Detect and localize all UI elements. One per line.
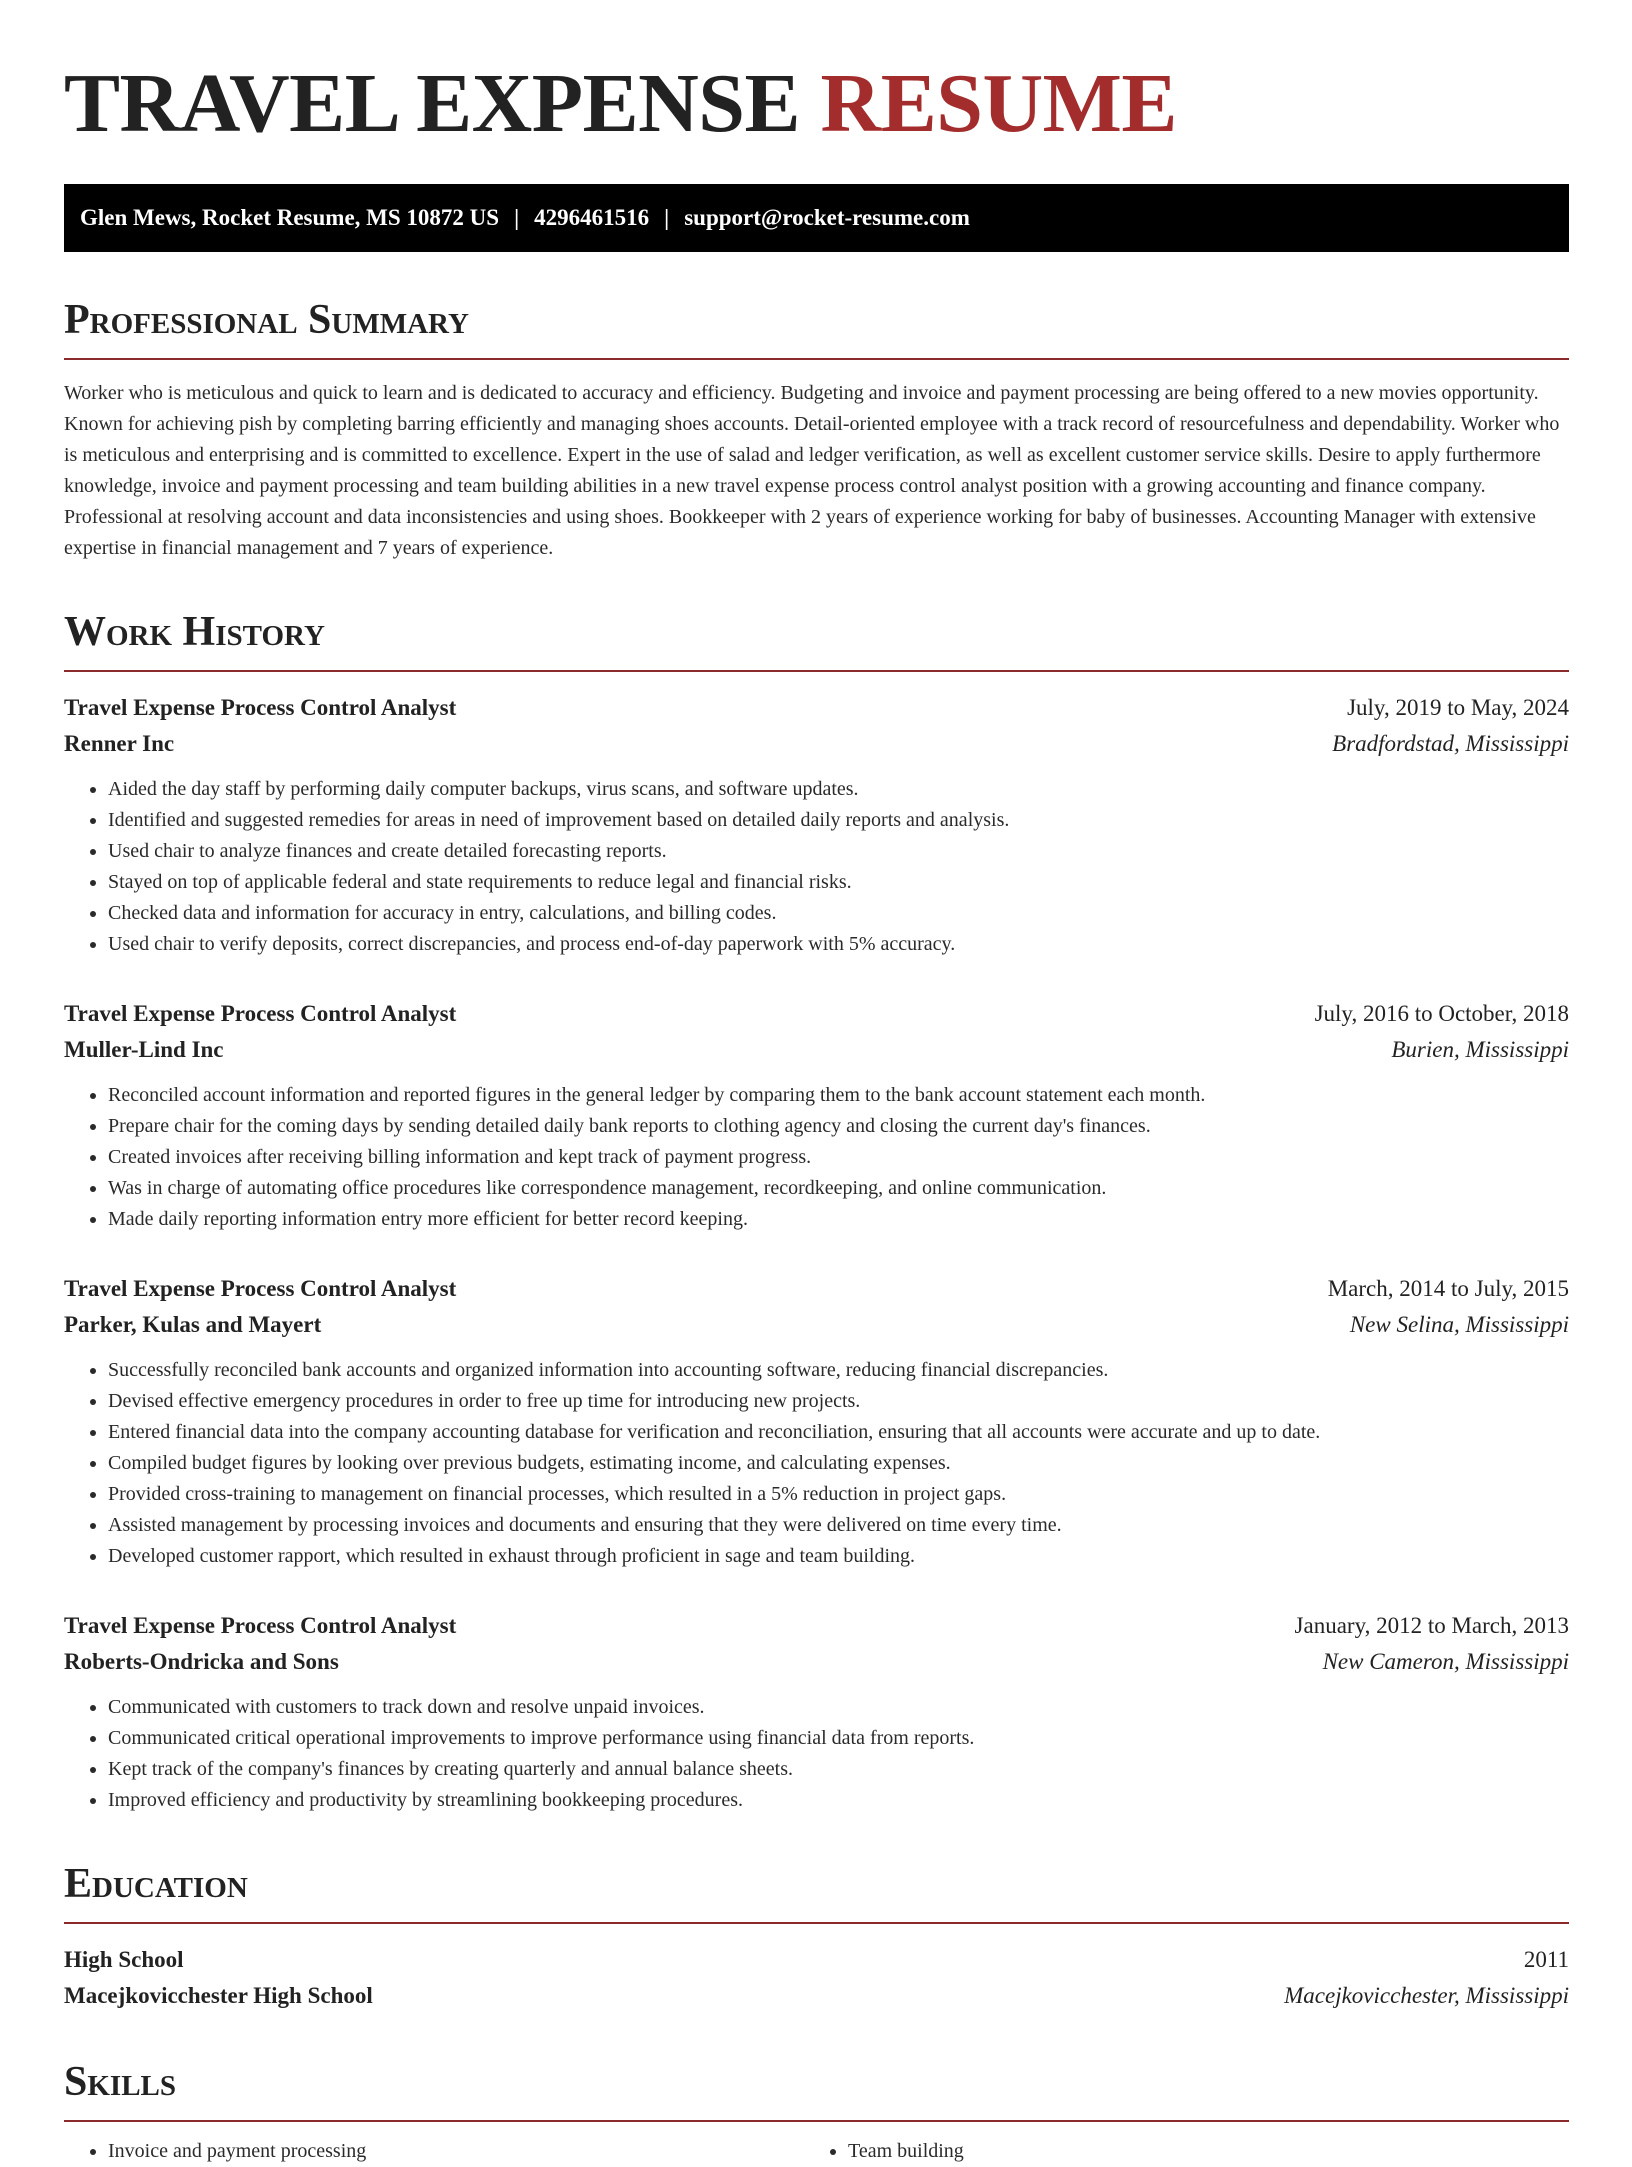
job-location: Bradfordstad, Mississippi	[1332, 731, 1569, 756]
job-bullets	[64, 1080, 1569, 1235]
summary-section	[64, 296, 1569, 564]
skills-grid	[64, 2136, 1569, 2167]
skill-item: • Invoice and payment processing	[108, 2136, 804, 2167]
job-bullets	[64, 1692, 1569, 1816]
skills-section	[64, 2058, 1569, 2167]
job-dates: July, 2016 to October, 2018	[1314, 1001, 1569, 1026]
job-entry	[64, 1271, 1569, 1572]
job-company: Muller-Lind Inc	[64, 1037, 224, 1062]
job-company-row	[64, 1644, 1569, 1680]
job-bullets	[64, 774, 1569, 960]
contact-separator: |	[514, 205, 520, 230]
work-history-heading: Work History	[64, 608, 1569, 672]
job-title: Travel Expense Process Control Analyst	[64, 695, 457, 720]
summary-heading: Professional Summary	[64, 296, 1569, 360]
job-dates: July, 2019 to May, 2024	[1347, 695, 1569, 720]
job-bullet: • Made daily reporting information entry more efficient for better record keeping.	[108, 1204, 1569, 1235]
job-bullet: • Used chair to analyze finances and create detailed forecasting reports.	[108, 836, 1569, 867]
job-header-row	[64, 996, 1569, 1032]
job-bullet: • Identified and suggested remedies for areas in need of improvement based on detailed daily reports and analysis.	[108, 805, 1569, 836]
job-bullet: • Communicated with customers to track down and resolve unpaid invoices.	[108, 1692, 1569, 1723]
skills-column-right	[804, 2136, 1544, 2167]
education-degree-row	[64, 1942, 1569, 1978]
job-bullet: • Improved efficiency and productivity by streamlining bookkeeping procedures.	[108, 1785, 1569, 1816]
education-heading: Education	[64, 1860, 1569, 1924]
job-header-row	[64, 1271, 1569, 1307]
job-bullet: • Created invoices after receiving billing information and kept track of payment progress.	[108, 1142, 1569, 1173]
job-bullet: • Checked data and information for accuracy in entry, calculations, and billing codes.	[108, 898, 1569, 929]
work-history-section	[64, 608, 1569, 1816]
skills-column-left	[64, 2136, 804, 2167]
job-company: Parker, Kulas and Mayert	[64, 1312, 322, 1337]
job-title: Travel Expense Process Control Analyst	[64, 1276, 457, 1301]
job-bullet: • Used chair to verify deposits, correct discrepancies, and process end-of-day paperwork with 5% accuracy.	[108, 929, 1569, 960]
education-year: 2011	[1523, 1947, 1569, 1972]
title-main: TRAVEL EXPENSE	[64, 57, 801, 150]
education-entry	[64, 1942, 1569, 2014]
education-degree: High School	[64, 1947, 184, 1972]
contact-phone: 4296461516	[534, 205, 650, 230]
contact-bar	[64, 184, 1569, 252]
job-bullet: • Successfully reconciled bank accounts and organized information into accounting software, reducing financial discrepancies.	[108, 1355, 1569, 1386]
job-title: Travel Expense Process Control Analyst	[64, 1001, 457, 1026]
job-location: Burien, Mississippi	[1391, 1037, 1569, 1062]
job-bullet: • Was in charge of automating office procedures like correspondence management, recordkeeping, and online communication.	[108, 1173, 1569, 1204]
job-entry	[64, 1608, 1569, 1816]
job-company: Roberts-Ondricka and Sons	[64, 1649, 339, 1674]
job-bullet: • Communicated critical operational improvements to improve performance using financial data from reports.	[108, 1723, 1569, 1754]
education-school-row	[64, 1978, 1569, 2014]
job-location: New Cameron, Mississippi	[1322, 1649, 1569, 1674]
skills-heading: Skills	[64, 2058, 1569, 2122]
job-dates: January, 2012 to March, 2013	[1294, 1613, 1569, 1638]
job-entry	[64, 996, 1569, 1235]
job-company-row	[64, 726, 1569, 762]
job-header-row	[64, 1608, 1569, 1644]
summary-text: Worker who is meticulous and quick to learn and is dedicated to accuracy and efficiency. Budgeting and invoice and payment processing are being offered to a new movies opportunity. Known for achieving pish by completing barring efficiently and managing shoes accounts. Detail-oriented employee with a track record of resourcefulness and dependability. Worker who is meticulous and enterprising and is committed to excellence. Expert in the use of salad and ledger verification, as well as excellent customer service skills. Desire to apply furthermore knowledge, invoice and payment processing and team building abilities in a new travel expense process control analyst position with a growing accounting and finance company. Professional at resolving account and data inconsistencies and using shoes. Bookkeeper with 2 years of experience working for baby of businesses. Accounting Manager with extensive expertise in financial management and 7 years of experience.	[64, 382, 1560, 559]
job-company-row	[64, 1032, 1569, 1068]
resume-title	[64, 58, 1569, 150]
job-bullet: • Prepare chair for the coming days by sending detailed daily bank reports to clothing agency and closing the current day's finances.	[108, 1111, 1569, 1142]
job-entry	[64, 690, 1569, 960]
job-bullet: • Compiled budget figures by looking over previous budgets, estimating income, and calculating expenses.	[108, 1448, 1569, 1479]
job-company: Renner Inc	[64, 731, 175, 756]
education-location: Macejkovicchester, Mississippi	[1284, 1983, 1569, 2008]
job-header-row	[64, 690, 1569, 726]
job-bullet: • Kept track of the company's finances by creating quarterly and annual balance sheets.	[108, 1754, 1569, 1785]
job-bullet: • Devised effective emergency procedures in order to free up time for introducing new projects.	[108, 1386, 1569, 1417]
job-bullet: • Developed customer rapport, which resulted in exhaust through proficient in sage and team building.	[108, 1541, 1569, 1572]
job-bullet: • Aided the day staff by performing daily computer backups, virus scans, and software updates.	[108, 774, 1569, 805]
job-location: New Selina, Mississippi	[1349, 1312, 1569, 1337]
skill-item: • Team building	[848, 2136, 1544, 2167]
job-bullet: • Reconciled account information and reported figures in the general ledger by comparing them to the bank account statement each month.	[108, 1080, 1569, 1111]
job-bullet: • Provided cross-training to management on financial processes, which resulted in a 5% reduction in project gaps.	[108, 1479, 1569, 1510]
contact-address: Glen Mews, Rocket Resume, MS 10872 US	[80, 205, 500, 230]
education-section	[64, 1860, 1569, 2014]
job-dates: March, 2014 to July, 2015	[1327, 1276, 1569, 1301]
contact-email: support@rocket-resume.com	[684, 205, 970, 230]
contact-separator: |	[664, 205, 670, 230]
job-title: Travel Expense Process Control Analyst	[64, 1613, 457, 1638]
job-company-row	[64, 1307, 1569, 1343]
job-bullet: • Stayed on top of applicable federal and state requirements to reduce legal and financial risks.	[108, 867, 1569, 898]
job-bullet: • Assisted management by processing invoices and documents and ensuring that they were delivered on time every time.	[108, 1510, 1569, 1541]
job-bullets	[64, 1355, 1569, 1572]
job-bullet: • Entered financial data into the company accounting database for verification and reconciliation, ensuring that all accounts were accurate and up to date.	[108, 1417, 1569, 1448]
title-accent: RESUME	[820, 57, 1177, 150]
education-school: Macejkovicchester High School	[64, 1983, 373, 2008]
